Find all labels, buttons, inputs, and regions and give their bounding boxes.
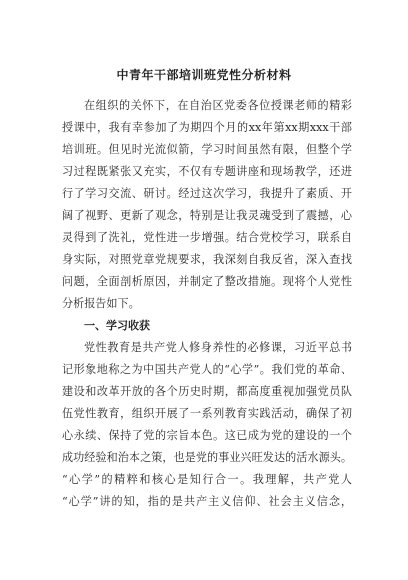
intro-line: 培训班。但见时光流似箭，学习时间虽然有限，但整个学 <box>62 143 352 156</box>
section-line: 伍党性教育，组织开展了一系列教育实践活动，确保了初 <box>62 407 352 420</box>
section-line: 心永续、保持了党的宗旨本色。这已成为党的建设的一个 <box>62 429 352 442</box>
section-line: “心学”的精粹和核心是知行合一。我理解，共产党人 <box>62 473 352 486</box>
section-line: 建设和改革开放的各个历史时期，都高度重视加强党员队 <box>62 385 352 398</box>
document-title: 中青年干部培训班党性分析材料 <box>116 68 292 82</box>
intro-line: 问题，全面剖析原因，并制定了整改措施。现将个人党性 <box>62 275 352 288</box>
section-line: 党性教育是共产党人修身养性的必修课，习近平总书 <box>84 341 352 354</box>
intro-line: 在组织的关怀下，在自治区党委各位授课老师的精彩 <box>84 99 352 112</box>
intro-line: 习过程既紧张又充实，不仅有专题讲座和现场教学，还进 <box>62 165 352 178</box>
intro-line: 行了学习交流、研讨。经过这次学习，我提升了素质、开 <box>62 187 352 200</box>
intro-line: 分析报告如下。 <box>62 297 140 310</box>
section-line: 记形象地称之为中国共产党人的“心学”。我们党的革命、 <box>62 363 352 376</box>
section-line: 成功经验和治本之策，也是党的事业兴旺发达的活水源头。 <box>62 451 352 464</box>
intro-line: 身实际，对照党章党规要求，我深刻自我反省，深入查找 <box>62 253 352 266</box>
intro-line: 授课中，我有幸参加了为期四个月的xx年第xx期xxx干部 <box>62 121 352 134</box>
intro-line: 灵得到了洗礼，党性进一步增强。结合党校学习，联系自 <box>62 231 352 244</box>
section-heading: 一、学习收获 <box>84 319 150 332</box>
section-line: “心学”讲的知，指的是共产主义信仰、社会主义信念， <box>62 495 352 508</box>
intro-line: 阔了视野、更新了观念，特别是让我灵魂受到了震撼，心 <box>62 209 352 222</box>
